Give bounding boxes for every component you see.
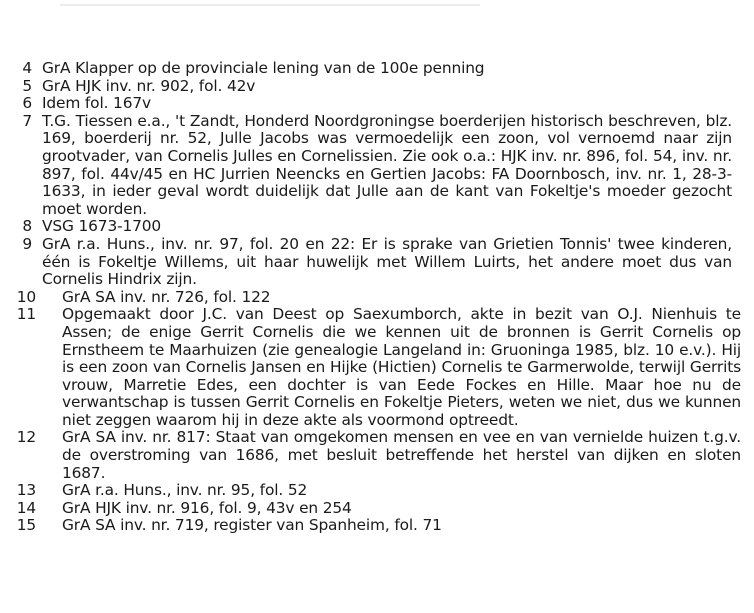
footnote-text: GrA HJK inv. nr. 916, fol. 9, 43v en 254: [62, 498, 352, 517]
footnote-text: GrA r.a. Huns., inv. nr. 97, fol. 20 en 22: Er is sprake van Grietien Tonnis' twee kinderen, één is Fokeltje Willems, uit haar huwelijk met Willem Luirts, het andere moet dus van Cornelis Hindrix zijn.: [42, 234, 732, 289]
footnote-7: [0, 113, 754, 219]
footnote-number: 6: [22, 94, 32, 113]
footnote-number: 7: [22, 111, 32, 130]
footnote-9: [0, 236, 754, 289]
footnote-12: [0, 429, 754, 482]
footnote-number: 14: [16, 498, 36, 517]
footnote-14: [0, 500, 754, 518]
footnote-number: 4: [22, 59, 32, 77]
footnote-text: Idem fol. 167v: [42, 94, 151, 113]
footnote-number: 13: [16, 481, 36, 500]
footnote-number: 9: [22, 234, 32, 253]
footnote-10: [0, 289, 754, 307]
footnote-15: [0, 517, 754, 535]
footnote-text: GrA SA inv. nr. 726, fol. 122: [62, 287, 271, 306]
footnote-8: [0, 218, 754, 236]
footnote-number: 11: [16, 305, 36, 324]
footnote-6: [0, 95, 754, 113]
footnotes-list: [0, 60, 754, 535]
footnote-text: GrA HJK inv. nr. 902, fol. 42v: [42, 76, 256, 95]
footnote-number: 5: [22, 76, 32, 95]
footnote-text: T.G. Tiessen e.a., 't Zandt, Honderd Noordgroningse boerderijen historisch beschreven, blz. 169, boerderij nr. 52, Julle Jacobs was vermoedelijk een zoon, vol vernoemd naar zijn grootvader, van Cornelis Julles en Cornelissien. Zie ook o.a.: HJK inv. nr. 896, fol. 54, inv. nr. 897, fol. 44v/45 en HC Jurrien Neencks en Gertien Jacobs: FA Doornbosch, inv. nr. 1, 28-3-1633, in ieder geval wordt duidelijk dat Julle aan de kant van Fokeltje's moeder gezocht moet worden.: [42, 111, 732, 218]
footnote-number: 10: [16, 287, 36, 306]
footnote-text: Opgemaakt door J.C. van Deest op Saexumborch, akte in bezit van O.J. Nienhuis te Assen; de enige Gerrit Cornelis die we kennen uit de bronnen is Gerrit Cornelis op Ernstheem te Maarhuizen (zie genealogie Langeland in: Gruoninga 1985, blz. 10 e.v.). Hij is een zoon van Cornelis Jansen en Hijke (Hictien) Cornelis te Garmerwolde, terwijl Gerrits vrouw, Marretie Edes, een dochter is van Eede Fockes en Hille. Maar hoe nu de verwantschap is tussen Gerrit Cornelis en Fokeltje Pieters, weten we niet, dus we kunnen niet zeggen waarom hij in deze akte als voormond optreedt.: [62, 305, 741, 429]
cropped-heading-remnant: [60, 0, 480, 6]
footnote-13: [0, 482, 754, 500]
footnote-number: 8: [22, 217, 32, 236]
footnote-number: 12: [16, 428, 36, 447]
footnote-text: GrA SA inv. nr. 817: Staat van omgekomen mensen en vee en van vernielde huizen t.g.v. de overstroming van 1686, met besluit betreffende het herstel van dijken en sloten 1687.: [62, 428, 741, 482]
footnote-4: [0, 60, 754, 78]
footnote-5: [0, 78, 754, 96]
footnote-number: 15: [16, 516, 36, 535]
footnote-text: GrA r.a. Huns., inv. nr. 95, fol. 52: [62, 481, 308, 500]
footnote-11: [0, 306, 754, 429]
footnote-text: GrA SA inv. nr. 719, register van Spanheim, fol. 71: [62, 516, 442, 535]
footnote-text: GrA Klapper op de provinciale lening van de 100e penning: [42, 59, 485, 77]
footnote-text: VSG 1673-1700: [42, 217, 162, 236]
